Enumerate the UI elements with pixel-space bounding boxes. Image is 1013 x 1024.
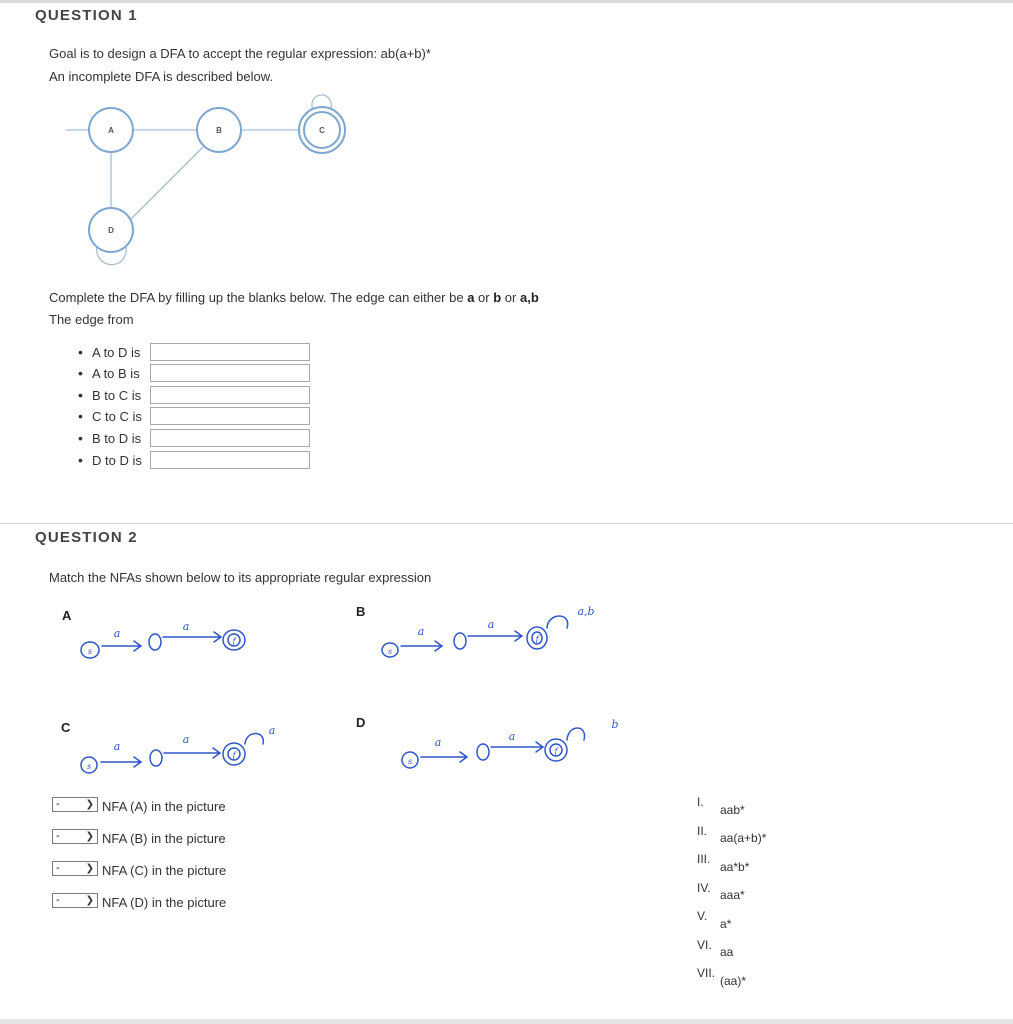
state-c-label: C xyxy=(319,126,325,135)
option-numeral: VI. xyxy=(697,938,712,952)
match-select-c[interactable]: - ❯ xyxy=(52,861,98,876)
match-prompt: Match the NFAs shown below to its appropriate regular expression xyxy=(49,570,432,585)
svg-text:a: a xyxy=(113,740,121,753)
svg-text:f: f xyxy=(535,635,539,644)
blank-b-to-d: • B to D is xyxy=(78,428,310,448)
chevron-down-icon: ❯ xyxy=(85,862,94,874)
option-numeral: IV. xyxy=(697,881,711,895)
blank-d-to-d: • D to D is xyxy=(78,450,310,470)
blank-a-to-d: • A to D is xyxy=(78,342,310,362)
blank-a-to-b: • A to B is xyxy=(78,363,310,383)
option-numeral: I. xyxy=(697,795,704,809)
svg-text:f: f xyxy=(232,751,236,760)
svg-text:a: a xyxy=(508,730,516,743)
match-row-d: - ❯ NFA (D) in the picture xyxy=(52,891,226,909)
option-numeral: III. xyxy=(697,852,711,866)
option-expr: aa xyxy=(720,945,734,959)
state-d-label: D xyxy=(108,226,114,235)
svg-text:s: s xyxy=(86,762,92,771)
svg-text:f: f xyxy=(554,747,558,756)
state-b-label: B xyxy=(216,126,222,135)
svg-text:s: s xyxy=(387,647,393,656)
edge-from-text: The edge from xyxy=(49,312,134,327)
question-1-title: QUESTION 1 xyxy=(35,7,138,24)
nfa-b-label: B xyxy=(356,604,366,619)
option-expr: aaa* xyxy=(720,888,745,902)
description-text: An incomplete DFA is described below. xyxy=(49,69,274,84)
nfa-c-label: C xyxy=(61,720,71,735)
nfa-a-sketch xyxy=(81,630,245,658)
chevron-down-icon: ❯ xyxy=(85,894,94,906)
state-a-label: A xyxy=(108,126,114,135)
option-numeral: II. xyxy=(697,824,708,838)
option-expr: aa(a+b)* xyxy=(720,831,767,845)
match-select-b[interactable]: - ❯ xyxy=(52,829,98,844)
match-row-c: - ❯ NFA (C) in the picture xyxy=(52,859,226,877)
option-numeral: VII. xyxy=(697,966,716,980)
goal-text: Goal is to design a DFA to accept the regular expression: ab(a+b)* xyxy=(49,46,431,61)
nfa-c-sketch xyxy=(81,734,263,774)
svg-text:a: a xyxy=(182,620,190,633)
instructions-text: Complete the DFA by filling up the blanks below. The edge can either be a or b or a,b xyxy=(49,290,539,305)
nfa-b-sketch xyxy=(382,616,568,657)
match-row-b: - ❯ NFA (B) in the picture xyxy=(52,827,226,845)
svg-text:f: f xyxy=(232,637,236,646)
match-row-a: - ❯ NFA (A) in the picture xyxy=(52,795,226,813)
svg-text:b: b xyxy=(611,718,619,731)
svg-text:a: a xyxy=(182,733,190,746)
svg-text:s: s xyxy=(87,647,93,656)
svg-text:a,b: a,b xyxy=(577,605,595,618)
nfa-d-label: D xyxy=(356,715,366,730)
option-expr: (aa)* xyxy=(720,974,747,988)
match-select-d[interactable]: - ❯ xyxy=(52,893,98,908)
option-numeral: V. xyxy=(697,909,708,923)
svg-text:a: a xyxy=(268,724,276,737)
option-expr: aa*b* xyxy=(720,860,750,874)
nfa-a-label: A xyxy=(62,608,72,623)
svg-text:a: a xyxy=(113,627,121,640)
svg-text:a: a xyxy=(434,736,442,749)
svg-text:a: a xyxy=(417,625,425,638)
blank-c-to-c: • C to C is xyxy=(78,406,310,426)
bottom-divider xyxy=(0,1019,1013,1024)
blank-b-to-c: • B to C is xyxy=(78,385,310,405)
chevron-down-icon: ❯ xyxy=(85,830,94,842)
chevron-down-icon: ❯ xyxy=(85,798,94,810)
option-expr: a* xyxy=(720,917,732,931)
option-expr: aab* xyxy=(720,803,745,817)
match-select-a[interactable]: - ❯ xyxy=(52,797,98,812)
svg-text:s: s xyxy=(407,757,413,766)
question-2-title: QUESTION 2 xyxy=(35,529,138,546)
svg-text:a: a xyxy=(487,618,495,631)
